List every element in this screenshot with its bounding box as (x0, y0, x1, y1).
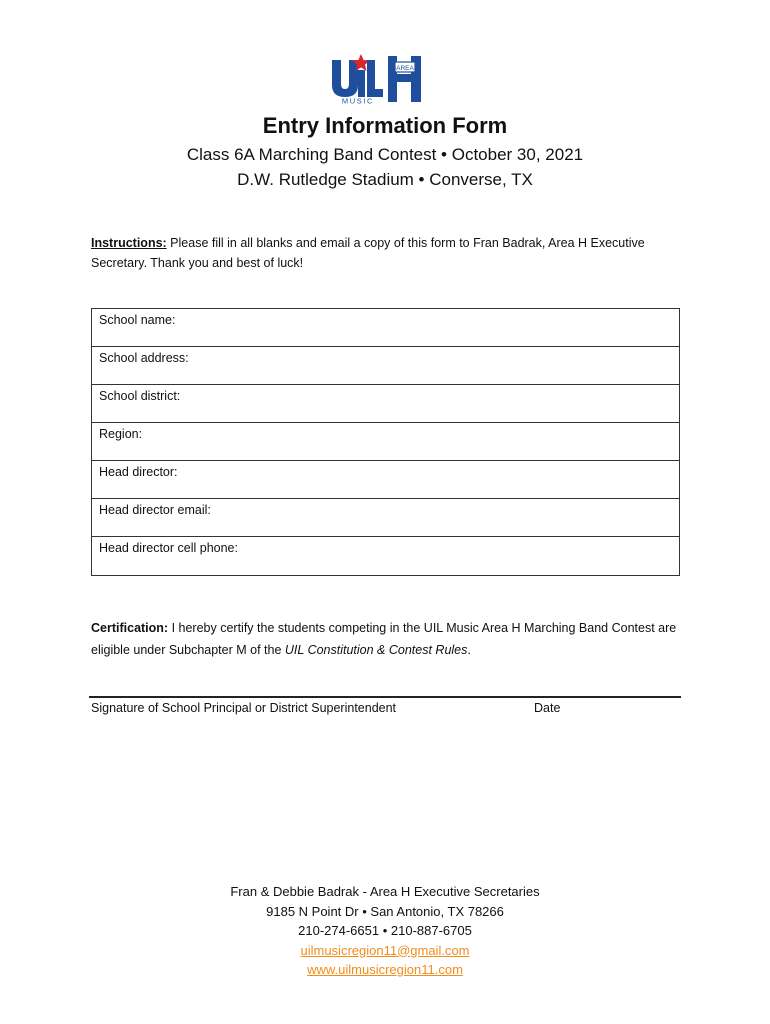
venue-subtitle: D.W. Rutledge Stadium • Converse, TX (237, 170, 533, 189)
field-school-address[interactable] (92, 347, 679, 385)
certification-paragraph (91, 617, 691, 661)
field-label: Head director email: (99, 503, 211, 517)
field-label: School district: (99, 389, 181, 403)
entry-form-table (91, 308, 680, 576)
date-label: Date (534, 701, 561, 715)
certification-emphasis: UIL Constitution & Contest Rules (284, 643, 468, 657)
form-title: Entry Information Form (262, 113, 508, 138)
field-label: Head director cell phone: (99, 541, 238, 555)
logo-letter-l (367, 60, 383, 97)
instructions-text: Please fill in all blanks and email a copy of this form to Fran Badrak, Area H Executive Secretary. Thank you and best of luck! (91, 236, 645, 270)
footer-email-link[interactable]: uilmusicregion11@gmail.com (300, 942, 470, 958)
footer-address: 9185 N Point Dr • San Antonio, TX 78266 (266, 903, 504, 919)
logo-area-text: AREA (396, 65, 414, 72)
certification-end: . (467, 643, 471, 657)
field-head-director-email[interactable] (92, 499, 679, 537)
logo-music-text: MUSIC (341, 96, 375, 104)
logo-letter-u (332, 60, 358, 97)
contest-subtitle: Class 6A Marching Band Contest • October 30, 2021 (186, 145, 584, 164)
field-label: School address: (99, 351, 189, 365)
footer-contact (0, 882, 770, 980)
field-label: Head director: (99, 465, 178, 479)
field-region[interactable] (92, 423, 679, 461)
signature-line[interactable] (89, 696, 681, 698)
field-school-district[interactable] (92, 385, 679, 423)
field-label: School name: (99, 313, 176, 327)
field-school-name[interactable] (92, 309, 679, 347)
signature-label: Signature of School Principal or District Superintendent (91, 701, 397, 715)
logo-letter-i (358, 70, 365, 97)
footer-website-link[interactable]: www.uilmusicregion11.com (307, 962, 463, 977)
field-head-director[interactable] (92, 461, 679, 499)
field-label: Region: (99, 427, 143, 441)
certification-text: I hereby certify the students competing in the UIL Music Area H Marching Band Contest are eligible under Subchapter M of the (91, 621, 677, 657)
footer-phones: 210-274-6651 • 210-887-6705 (298, 923, 472, 938)
certification-lead: Certification: (91, 621, 169, 635)
footer-names: Fran & Debbie Badrak - Area H Executive Secretaries (230, 884, 540, 899)
instructions-paragraph (91, 233, 681, 273)
uil-music-area-h-logo (331, 54, 423, 104)
instructions-lead: Instructions: (91, 236, 167, 250)
field-head-director-cell-phone[interactable] (92, 537, 679, 575)
